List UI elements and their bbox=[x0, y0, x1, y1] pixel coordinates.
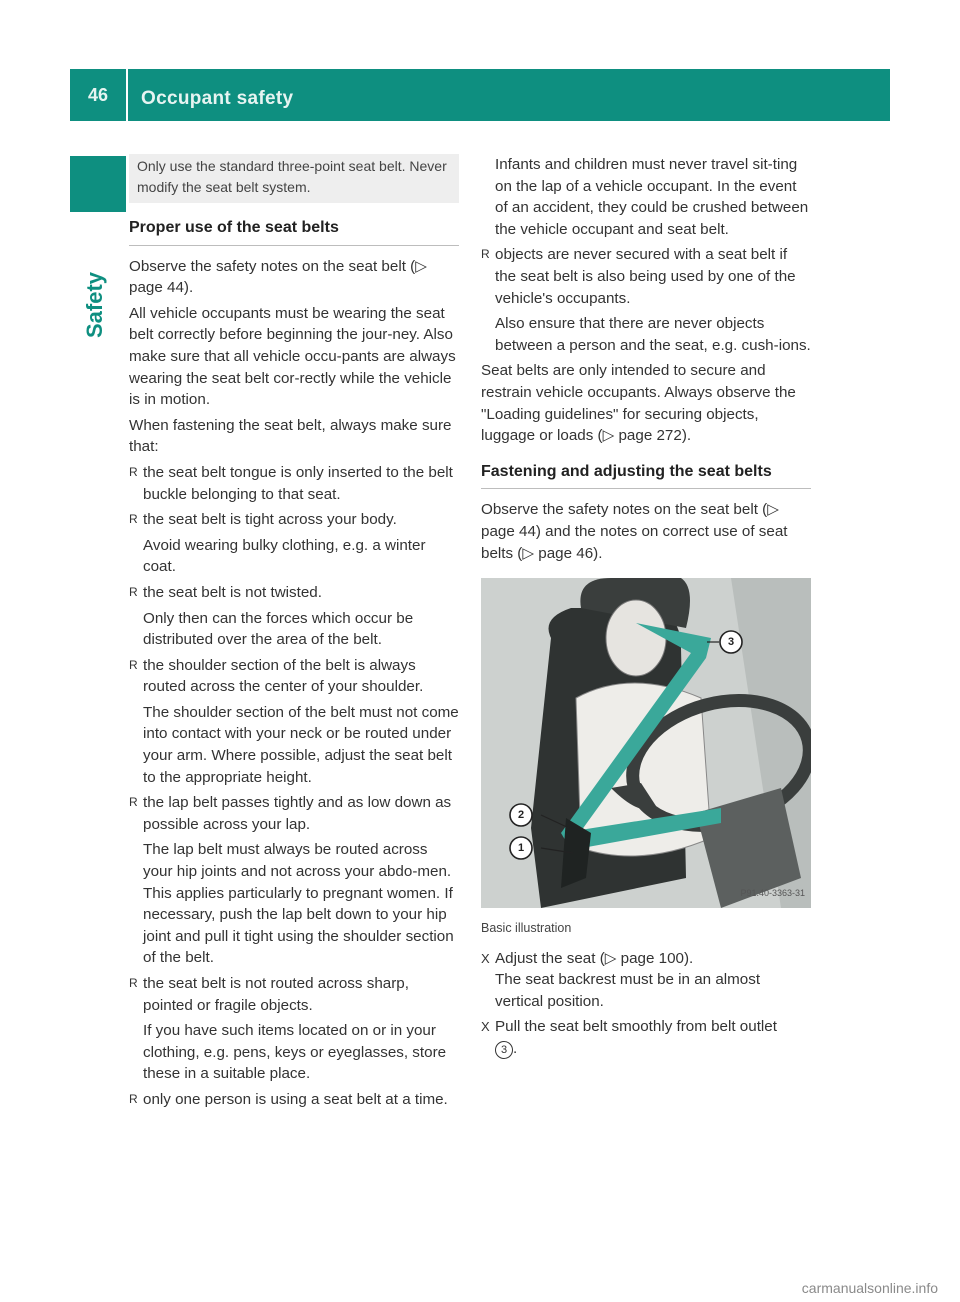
seat-belt-illustration bbox=[481, 578, 811, 908]
bullet-mark: R bbox=[129, 512, 138, 527]
bullet-mark: R bbox=[129, 657, 138, 672]
bullet-mark: R bbox=[481, 247, 490, 262]
bullet-mark: R bbox=[129, 584, 138, 599]
paragraph-when-fastening: When fastening the seat belt, always make sure that: bbox=[129, 416, 452, 456]
bullet-mark: R bbox=[129, 976, 138, 990]
paragraph-infants: Infants and children must never travel sit-ting on the lap of a vehicle occupant. In the event of an accident, they could be crushed between the vehicle occupant and seat belt. bbox=[495, 156, 809, 238]
bullet-text: the shoulder section of the belt is always routed across the center of your shoulder. bbox=[143, 656, 424, 696]
bullet-text: objects are never secured with a seat belt if the seat belt is also being used by one of the vehicle's occupants. bbox=[495, 246, 796, 307]
bullet-text: the lap belt passes tightly and as low down as possible across your lap. bbox=[143, 794, 452, 833]
section-tab-marker bbox=[70, 156, 126, 212]
bullet-item bbox=[129, 655, 459, 789]
bullet-mark: R bbox=[129, 464, 138, 479]
callout-ref-3: 3 bbox=[495, 1041, 513, 1059]
bullet-item bbox=[129, 973, 459, 1085]
bullet-item bbox=[481, 244, 811, 356]
step-text bbox=[495, 1016, 811, 1059]
step-text-end: . bbox=[513, 1040, 518, 1058]
right-column bbox=[481, 154, 811, 1064]
step-text: Adjust the seat (▷ page 100). bbox=[495, 949, 694, 967]
bullet-extra: Only then can the forces which occur be distributed over the area of the belt. bbox=[143, 609, 414, 649]
section-tab-label: Safety bbox=[82, 271, 107, 338]
bullet-text: only one person is using a seat belt at a time. bbox=[143, 1090, 448, 1108]
paragraph-all-occupants: All vehicle occupants must be wearing the seat belt correctly before beginning the jour-ney. Also make sure that all vehicle occu-pants are always wearing the seat belt cor-rectly while the vehicle is in motion. bbox=[129, 304, 456, 409]
bullet-text: the seat belt is tight across your body. bbox=[143, 511, 397, 529]
bullet-text: the seat belt is not twisted. bbox=[143, 583, 322, 601]
section-heading-fastening: Fastening and adjusting the seat belts bbox=[481, 461, 811, 490]
step-extra: The seat backrest must be in an almost vertical position. bbox=[495, 971, 761, 1010]
paragraph-observe: Observe the safety notes on the seat belt (▷ page 44) and the notes on correct use of seat belts (▷ page 46). bbox=[481, 501, 788, 562]
step-text-main: Pull the seat belt smoothly from belt outlet bbox=[495, 1018, 777, 1036]
bullet-item bbox=[129, 1089, 459, 1111]
bullet-extra: Also ensure that there are never objects between a person and the seat, e.g. cush-ions. bbox=[495, 315, 811, 354]
header-divider bbox=[126, 69, 128, 121]
bullet-mark: R bbox=[129, 1091, 138, 1106]
left-column bbox=[129, 154, 459, 1115]
callout-1-label: 1 bbox=[517, 842, 525, 855]
step-arrow-icon: X bbox=[481, 950, 490, 966]
bullet-item bbox=[129, 462, 459, 505]
step-item bbox=[481, 1016, 811, 1059]
page-title: Occupant safety bbox=[141, 88, 294, 109]
watermark-footer: carmanualsonline.info bbox=[801, 1280, 938, 1296]
seat-belt-drawing bbox=[481, 578, 811, 908]
page-number: 46 bbox=[87, 85, 109, 105]
section-heading-proper-use: Proper use of the seat belts bbox=[129, 217, 459, 246]
head bbox=[606, 600, 666, 676]
note-box: Only use the standard three-point seat belt. Never modify the seat belt system. bbox=[129, 154, 459, 203]
paragraph-seat-belts-intended: Seat belts are only intended to secure and restrain vehicle occupants. Always observe the "Loading guidelines" for securing objects, luggage or loads (▷ page 272). bbox=[481, 362, 796, 445]
bullet-extra: If you have such items located on or in your clothing, e.g. pens, keys or eyeglasses, store these in a suitable place. bbox=[143, 1022, 447, 1083]
step-item bbox=[481, 948, 811, 1013]
callout-3-label: 3 bbox=[727, 636, 735, 649]
bullet-extra: The shoulder section of the belt must not come into contact with your neck or be routed under your arm. Where possible, adjust the seat belt to the appropriate height. bbox=[143, 703, 459, 786]
figure-code: P91.40-3363-31 bbox=[740, 887, 805, 898]
figure-caption: Basic illustration bbox=[481, 921, 572, 936]
bullet-extra: The lap belt must always be routed across your hip joints and not across your abdo-men. This applies particularly to pregnant women. If necessary, push the lap belt down to your hip joint and pull it tight using the shoulder section of the belt. bbox=[143, 841, 454, 967]
bullet-mark: R bbox=[129, 795, 138, 810]
callout-2-label: 2 bbox=[517, 809, 525, 822]
step-arrow-icon: X bbox=[481, 1019, 490, 1035]
bullet-item bbox=[129, 509, 459, 578]
paragraph-safety-notes: Observe the safety notes on the seat belt (▷ page 44). bbox=[129, 257, 427, 297]
bullet-item bbox=[129, 792, 459, 969]
bullet-text: the seat belt is not routed across sharp, pointed or fragile objects. bbox=[143, 975, 409, 1014]
bullet-text: the seat belt tongue is only inserted to the belt buckle belonging to that seat. bbox=[143, 463, 453, 503]
bullet-extra: Avoid wearing bulky clothing, e.g. a winter coat. bbox=[143, 536, 426, 576]
bullet-item bbox=[129, 582, 459, 651]
